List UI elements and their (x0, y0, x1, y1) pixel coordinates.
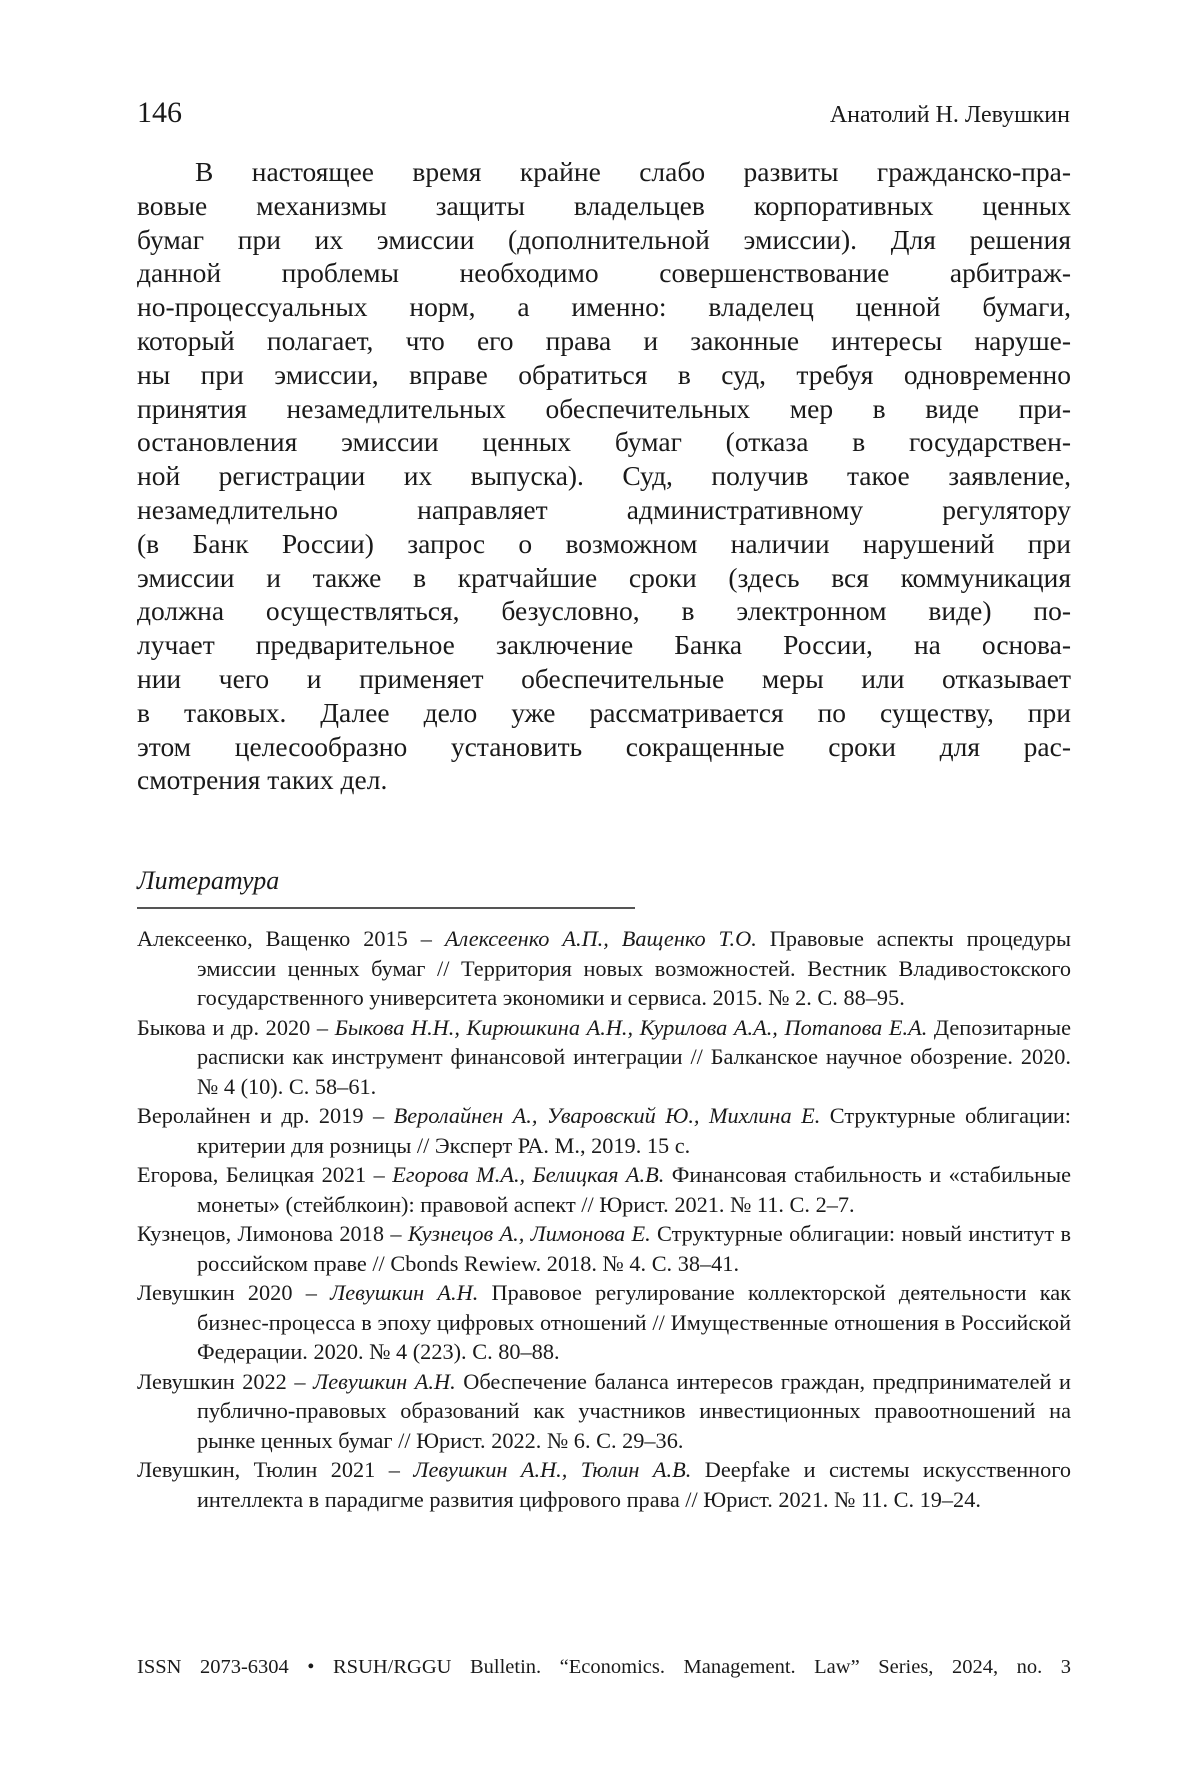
reference-authors: Егорова М.А., Белицкая А.В. (392, 1162, 664, 1187)
reference-text: Структурные облигации: критерии для розницы // Эксперт РА. М., 2019. 15 с. (197, 1103, 1071, 1158)
body-line: но-процессуальных норм, а именно: владелец ценной бумаги, (137, 290, 1071, 324)
reference-key: Алексеенко, Ващенко 2015 – (137, 926, 445, 951)
reference-authors: Левушкин А.Н. (330, 1280, 478, 1305)
body-line: смотрения таких дел. (137, 763, 1071, 797)
body-line: принятия незамедлительных обеспечительных мер в виде при- (137, 392, 1071, 426)
reference-key: Веролайнен и др. 2019 – (137, 1103, 394, 1128)
running-author: Анатолий Н. Левушкин (830, 102, 1070, 129)
reference-item (137, 1013, 1071, 1102)
reference-item (137, 924, 1071, 1013)
reference-authors: Левушкин А.Н. (313, 1369, 456, 1394)
reference-key: Левушкин 2020 – (137, 1280, 330, 1305)
reference-item (137, 1160, 1071, 1219)
body-line: должна осуществляться, безусловно, в электронном виде) по- (137, 594, 1071, 628)
page-number: 146 (137, 96, 182, 130)
reference-authors: Алексеенко А.П., Ващенко Т.О. (445, 926, 757, 951)
body-line: эмиссии и также в кратчайшие сроки (здесь вся коммуникация (137, 561, 1071, 595)
reference-text: Правовое регулирование коллекторской деятельности как бизнес-процесса в эпоху цифровых отношений // Имущественные отношения в Российской Федерации. 2020. № 4 (223). С. 80–88. (197, 1280, 1071, 1364)
reference-authors: Кузнецов А., Лимонова Е. (408, 1221, 651, 1246)
body-line: лучает предварительное заключение Банка России, на основа- (137, 628, 1071, 662)
body-paragraph (137, 155, 1071, 797)
reference-text: Deepfake и системы искусственного интеллекта в парадигме развития цифрового права // Юрист. 2021. № 11. С. 19–24. (197, 1457, 1071, 1512)
reference-item (137, 1455, 1071, 1514)
body-line: который полагает, что его права и законные интересы наруше- (137, 324, 1071, 358)
body-line: нии чего и применяет обеспечительные меры или отказывает (137, 662, 1071, 696)
reference-text: Правовые аспекты процедуры эмиссии ценных бумаг // Территория новых возможностей. Вестник Владивостокского государственного университета экономики и сервиса. 2015. № 2. С. 88–95. (197, 926, 1071, 1010)
body-line: (в Банк России) запрос о возможном наличии нарушений при (137, 527, 1071, 561)
reference-key: Левушкин 2022 – (137, 1369, 313, 1394)
reference-list (137, 924, 1071, 1514)
journal-footer: ISSN 2073-6304 • RSUH/RGGU Bulletin. “Economics. Management. Law” Series, 2024, no. 3 (137, 1656, 1071, 1679)
reference-authors: Левушкин А.Н., Тюлин А.В. (413, 1457, 691, 1482)
body-line: В настоящее время крайне слабо развиты гражданско-пра- (137, 155, 1071, 189)
body-line: данной проблемы необходимо совершенствование арбитраж- (137, 256, 1071, 290)
literature-heading: Литература (137, 866, 279, 896)
reference-text: Структурные облигации: новый институт в российском праве // Cbonds Rewiew. 2018. № 4. С. 38–41. (197, 1221, 1071, 1276)
reference-text: Финансовая стабильность и «стабильные монеты» (стейблкоин): правовой аспект // Юрист. 2021. № 11. С. 2–7. (197, 1162, 1071, 1217)
body-line: этом целесообразно установить сокращенные сроки для рас- (137, 730, 1071, 764)
reference-authors: Веролайнен А., Уваровский Ю., Михлина Е. (394, 1103, 821, 1128)
body-line: бумаг при их эмиссии (дополнительной эмиссии). Для решения (137, 223, 1071, 257)
reference-key: Кузнецов, Лимонова 2018 – (137, 1221, 408, 1246)
reference-item (137, 1219, 1071, 1278)
running-header (137, 96, 1070, 130)
body-line: незамедлительно направляет административному регулятору (137, 493, 1071, 527)
reference-item (137, 1101, 1071, 1160)
reference-key: Быкова и др. 2020 – (137, 1015, 335, 1040)
reference-key: Егорова, Белицкая 2021 – (137, 1162, 392, 1187)
reference-item (137, 1278, 1071, 1367)
reference-text: Обеспечение баланса интересов граждан, предпринимателей и публично-правовых образований как участников инвестиционных правоотношений на рынке ценных бумаг // Юрист. 2022. № 6. С. 29–36. (197, 1369, 1071, 1453)
reference-authors: Быкова Н.Н., Кирюшкина А.Н., Курилова А.А., Потапова Е.А. (335, 1015, 928, 1040)
reference-key: Левушкин, Тюлин 2021 – (137, 1457, 413, 1482)
reference-text: Депозитарные расписки как инструмент финансовой интеграции // Балканское научное обозрение. 2020. № 4 (10). С. 58–61. (197, 1015, 1071, 1099)
body-line: вовые механизмы защиты владельцев корпоративных ценных (137, 189, 1071, 223)
body-line: в таковых. Далее дело уже рассматривается по существу, при (137, 696, 1071, 730)
reference-item (137, 1367, 1071, 1456)
body-line: ны при эмиссии, вправе обратиться в суд, требуя одновременно (137, 358, 1071, 392)
heading-rule (137, 907, 635, 909)
body-line: остановления эмиссии ценных бумаг (отказа в государствен- (137, 425, 1071, 459)
body-line: ной регистрации их выпуска). Суд, получив такое заявление, (137, 459, 1071, 493)
